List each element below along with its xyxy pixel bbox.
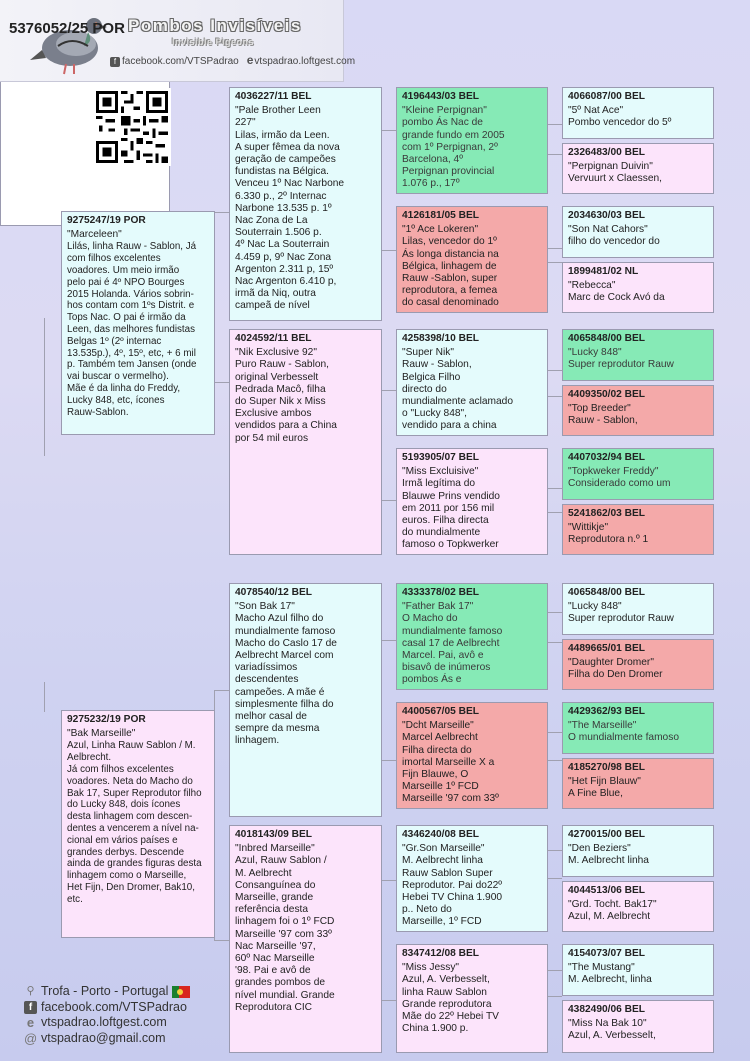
gen4-ring: 2326483/00 BEL — [568, 147, 646, 158]
gen3-ring: 4400567/05 BEL — [402, 706, 480, 717]
gen4-description: M. Aelbrecht linha — [568, 855, 649, 867]
gen4-name: "Topkweker Freddy" — [568, 466, 659, 478]
gen3-description: Irmã legítima do Blauwe Prins vendido em 2011 por 156 mil euros. Filha directa do mundialmente famoso o Topkwerker — [402, 478, 500, 551]
gen3-ring: 4333378/02 BEL — [402, 587, 480, 598]
gen4-description: Rauw - Sablon, — [568, 415, 638, 427]
gen2-ring: 4078540/12 BEL — [235, 587, 313, 598]
footer-email-link[interactable]: vtspadrao@gmail.com — [41, 1030, 166, 1045]
connector-line — [44, 318, 45, 456]
gen3-name: "Miss Jessy" — [402, 962, 460, 974]
gen3-description: Lilas, vencedor do 1º Ás longa distancia na Bélgica, linhagem de Rauw -Sablon, super reprodutora, a femea do casal denominado — [402, 236, 499, 309]
connector-line — [382, 130, 396, 131]
email-icon: @ — [24, 1030, 38, 1046]
connector-line — [548, 612, 562, 613]
gen4-description: filho do vencedor do — [568, 236, 660, 248]
connector-line — [382, 250, 396, 251]
gen2-description: Azul, Rauw Sablon / M. Aelbrecht Consanguínea do Marseille, grande referência desta linhagem foi o 1º FCD Marseille '97 com 33º Nac Marseille '97, 60º Nac Marseille '98. Pai e avô de grandes pombos de nível mundial. Grande Reprodutora CIC — [235, 855, 335, 1013]
gen4-name: "Lucky 848" — [568, 347, 622, 359]
banner-subtitle: Invisible Pigeons — [172, 37, 255, 47]
gen4-ring: 4044513/06 BEL — [568, 885, 646, 896]
sire-card — [61, 211, 215, 435]
dam-description: Azul, Linha Rauw Sablon / M. Aelbrecht. Já com filhos excelentes voadores. Neta do Macho do Bak 17, Super Reprodutor filho do Lucky 848, dois ícones desta linhagem com descen- dentes a vencerem a nível na- cional em vários países e grandes derbys. Descende ainda de grandes figuras desta linhagem como o Marseille, Het Fijn, Den Dromer, Bak10, etc. — [67, 740, 202, 905]
connector-line — [548, 488, 562, 489]
gen4-name: "Top Breeder" — [568, 403, 631, 415]
footer-location: Trofa - Porto - Portugal — [41, 984, 169, 998]
banner-links — [110, 53, 355, 67]
gen4-name: "Daughter Dromer" — [568, 657, 654, 669]
gen4-ring: 4154073/07 BEL — [568, 948, 646, 959]
gen3-card-7 — [396, 825, 548, 932]
gen4-card-15 — [562, 944, 714, 996]
gen4-ring: 4409350/02 BEL — [568, 389, 646, 400]
gen4-card-12 — [562, 758, 714, 809]
gen4-card-8 — [562, 504, 714, 555]
gen4-name: "Wittikje" — [568, 522, 609, 534]
gen4-card-5 — [562, 329, 714, 381]
gen4-name: "Rebecca" — [568, 280, 616, 292]
sire-name: "Marceleen" — [67, 229, 122, 241]
gen4-description: M. Aelbrecht, linha — [568, 974, 652, 986]
facebook-icon: f — [110, 57, 120, 67]
footer-facebook-link[interactable]: facebook.com/VTSPadrao — [41, 999, 187, 1014]
gen3-name: "1º Ace Lokeren" — [402, 224, 479, 236]
gen4-ring: 4065848/00 BEL — [568, 587, 646, 598]
connector-line — [214, 382, 230, 383]
gen4-description: Pombo vencedor do 5º — [568, 117, 672, 129]
gen3-card-8 — [396, 944, 548, 1053]
qr-code[interactable] — [93, 88, 171, 166]
sire-ring: 9275247/19 POR — [67, 215, 146, 226]
gen4-card-13 — [562, 825, 714, 877]
gen4-description: Super reprodutor Rauw — [568, 359, 674, 371]
connector-line — [214, 212, 230, 213]
gen4-ring: 4382490/06 BEL — [568, 1004, 646, 1015]
gen3-ring: 4126181/05 BEL — [402, 210, 480, 221]
gen4-ring: 4185270/98 BEL — [568, 762, 646, 773]
gen2-description: Puro Rauw - Sablon, original Verbesselt Pedrada Macô, filha do Super Nik x Miss Exclusive ambos vendidos para a China por 54 mil euros — [235, 359, 337, 444]
gen2-ring: 4024592/11 BEL — [235, 333, 312, 344]
gen4-card-10 — [562, 639, 714, 690]
gen2-name: "Pale Brother Leen 227" — [235, 105, 321, 129]
gen4-card-4 — [562, 262, 714, 313]
connector-line — [548, 850, 562, 851]
gen4-description: Azul, A. Verbesselt, — [568, 1030, 656, 1042]
sire-description: Lilás, linha Rauw - Sablon, Já com filhos excelentes voadores. Um meio irmão pelo pai é 4º NPO Bourges 2015 Holanda. Vários sobrin- hos contam com 1ºs Distrit. e Tops Nac. O pai é irmão da Leen, das melhores fundistas Belgas 1º (2º internac 13.535p.), 4º, 15º, etc, + 6 mil p. Também tem Jansen (onde vai buscar o vermelho). Mãe é da linha do Freddy, Lucky 848, etc, ícones Rauw-Sablon. — [67, 241, 197, 418]
facebook-icon: f — [24, 1001, 37, 1014]
gen4-description: Filha do Den Dromer — [568, 669, 663, 681]
gen4-name: "The Mustang" — [568, 962, 635, 974]
connector-line — [44, 682, 45, 712]
location-pin-icon: ⚲ — [26, 985, 35, 997]
gen4-description: Azul, M. Aelbrecht — [568, 911, 651, 923]
gen4-name: "5º Nat Ace" — [568, 105, 624, 117]
gen4-card-6 — [562, 385, 714, 436]
gen3-ring: 4196443/03 BEL — [402, 91, 480, 102]
gen3-ring: 4258398/10 BEL — [402, 333, 480, 344]
gen2-card-1 — [229, 87, 382, 321]
gen4-name: "Son Nat Cahors" — [568, 224, 648, 236]
gen4-description: O mundialmente famoso — [568, 732, 679, 744]
gen3-description: Rauw - Sablon, Belgica Filho directo do mundialmente aclamado o "Lucky 848", vendido para a china — [402, 359, 513, 432]
gen4-name: "Perpignan Duivin" — [568, 161, 653, 173]
pigeon-logo-icon — [28, 6, 108, 78]
gen4-description: Super reprodutor Rauw — [568, 613, 674, 625]
connector-line — [548, 248, 562, 249]
connector-line — [548, 512, 562, 513]
gen4-name: "The Marseille" — [568, 720, 637, 732]
gen4-card-7 — [562, 448, 714, 500]
gen3-name: "Father Bak 17" — [402, 601, 474, 613]
gen4-ring: 4065848/00 BEL — [568, 333, 646, 344]
gen2-description: Macho Azul filho do mundialmente famoso Macho do Caslo 17 de Aelbrecht Marcel com variadíssimos descendentes campeões. A mãe é simplesmente filha do melhor casal de sempre da mesma linhagem. — [235, 613, 337, 747]
gen4-ring: 5241862/03 BEL — [568, 508, 646, 519]
gen4-name: "Het Fijn Blauw" — [568, 776, 641, 788]
gen2-name: "Son Bak 17" — [235, 601, 295, 613]
web-icon: e — [246, 53, 254, 67]
web-icon: e — [26, 1015, 35, 1030]
gen4-ring: 4429362/93 BEL — [568, 706, 646, 717]
gen3-card-6 — [396, 702, 548, 809]
connector-line — [548, 642, 562, 643]
gen3-name: "Kleine Perpignan" — [402, 105, 487, 117]
footer-website-link[interactable]: vtspadrao.loftgest.com — [41, 1015, 167, 1029]
banner-title: Pombos Invisíveis — [128, 16, 302, 35]
gen4-ring: 1899481/02 NL — [568, 266, 639, 277]
connector-line — [214, 940, 230, 941]
gen4-name: "Miss Na Bak 10" — [568, 1018, 647, 1030]
gen2-ring: 4018143/09 BEL — [235, 829, 313, 840]
gen3-name: "Super Nik" — [402, 347, 454, 359]
gen3-card-4 — [396, 448, 548, 555]
connector-line — [382, 500, 396, 501]
gen2-card-4 — [229, 825, 382, 1053]
gen4-card-3 — [562, 206, 714, 258]
gen2-card-3 — [229, 583, 382, 817]
gen4-name: "Lucky 848" — [568, 601, 622, 613]
subject-ring: 5376052/25 POR — [9, 20, 125, 37]
connector-line — [214, 690, 230, 691]
footer-contacts — [24, 984, 190, 1046]
header-banner — [0, 0, 356, 82]
connector-line — [382, 1000, 396, 1001]
gen4-description: Marc de Cock Avó da — [568, 292, 665, 304]
gen3-description: Azul, A. Verbesselt, linha Rauw Sablon Grande reprodutora Mãe do 22º Hebei TV China 1.900 p. — [402, 974, 499, 1035]
gen3-name: "Gr.Son Marseille" — [402, 843, 485, 855]
gen4-description: Considerado como um — [568, 478, 671, 490]
gen4-card-14 — [562, 881, 714, 932]
gen3-card-5 — [396, 583, 548, 690]
gen3-card-2 — [396, 206, 548, 313]
gen4-description: Reprodutora n.º 1 — [568, 534, 649, 546]
connector-line — [548, 154, 562, 155]
dam-ring: 9275232/19 POR — [67, 714, 146, 725]
gen3-ring: 8347412/08 BEL — [402, 948, 480, 959]
connector-line — [548, 970, 562, 971]
gen4-card-16 — [562, 1000, 714, 1053]
gen4-description: Vervuurt x Claessen, — [568, 173, 662, 185]
gen3-card-3 — [396, 329, 548, 436]
dam-card — [61, 710, 215, 938]
gen4-ring: 2034630/03 BEL — [568, 210, 646, 221]
connector-line — [382, 760, 396, 761]
gen4-ring: 4066087/00 BEL — [568, 91, 646, 102]
gen3-card-1 — [396, 87, 548, 194]
connector-line — [382, 640, 396, 641]
banner-facebook-link[interactable]: facebook.com/VTSPadrao — [122, 56, 239, 67]
gen3-description: Marcel Aelbrecht Filha directa do imortal Marseille X a Fijn Blauwe, O Marseille 1º FCD Marseille '97 com 33º — [402, 732, 499, 805]
gen3-description: M. Aelbrecht linha Rauw Sablon Super Reprodutor. Pai do22º Hebei TV China 1.900 p.. Neto do Marseille, 1º FCD — [402, 855, 503, 928]
gen3-name: "Dcht Marseille" — [402, 720, 474, 732]
connector-line — [548, 396, 562, 397]
gen4-ring: 4489665/01 BEL — [568, 643, 646, 654]
banner-website-link[interactable]: vtspadrao.loftgest.com — [254, 56, 356, 67]
gen4-card-2 — [562, 143, 714, 194]
gen2-card-2 — [229, 329, 382, 555]
gen4-ring: 4270015/00 BEL — [568, 829, 646, 840]
gen3-ring: 5193905/07 BEL — [402, 452, 480, 463]
gen3-description: O Macho do mundialmente famoso casal 17 de Aelbrecht Marcel. Pai, avô e bisavô de inúmeros pombos Ás e — [402, 613, 503, 686]
connector-line — [548, 124, 562, 125]
portugal-flag-icon — [172, 986, 190, 998]
connector-line — [548, 996, 562, 997]
connector-line — [548, 878, 562, 879]
connector-line — [548, 732, 562, 733]
gen2-name: "Inbred Marseille" — [235, 843, 315, 855]
connector-line — [548, 760, 562, 761]
gen4-name: "Grd. Tocht. Bak17" — [568, 899, 657, 911]
gen4-card-11 — [562, 702, 714, 754]
gen4-card-9 — [562, 583, 714, 635]
gen2-description: Lilas, irmão da Leen. A super fêmea da nova geração de campeões fundistas na Bélgica. Venceu 1º Nac Narbone 6.330 p., 2º Internac Narbone 13.535 p. 1º Nac Zona de La Souterrain 1.506 p. 4º Nac La Souterrain 4.459 p, 9º Nac Zona Argenton 2.311 p, 15º Nac Argenton 6.410 p, irmã da Niq, outra campeã de nível — [235, 129, 345, 312]
gen3-description: pombo Ás Nac de grande fundo em 2005 com 1º Perpignan, 2º Barcelona, 4º Perpignan provincial 1.076 p., 17º — [402, 117, 505, 190]
gen3-ring: 4346240/08 BEL — [402, 829, 480, 840]
gen2-name: "Nik Exclusive 92" — [235, 347, 317, 359]
connector-line — [382, 880, 396, 881]
dam-name: "Bak Marseille" — [67, 728, 136, 740]
gen4-description: A Fine Blue, — [568, 788, 623, 800]
gen2-ring: 4036227/11 BEL — [235, 91, 312, 102]
connector-line — [548, 262, 562, 263]
gen4-name: "Den Beziers" — [568, 843, 631, 855]
gen4-ring: 4407032/94 BEL — [568, 452, 646, 463]
connector-line — [382, 390, 396, 391]
connector-line — [548, 370, 562, 371]
gen4-card-1 — [562, 87, 714, 139]
gen3-name: "Miss Excluisive" — [402, 466, 479, 478]
